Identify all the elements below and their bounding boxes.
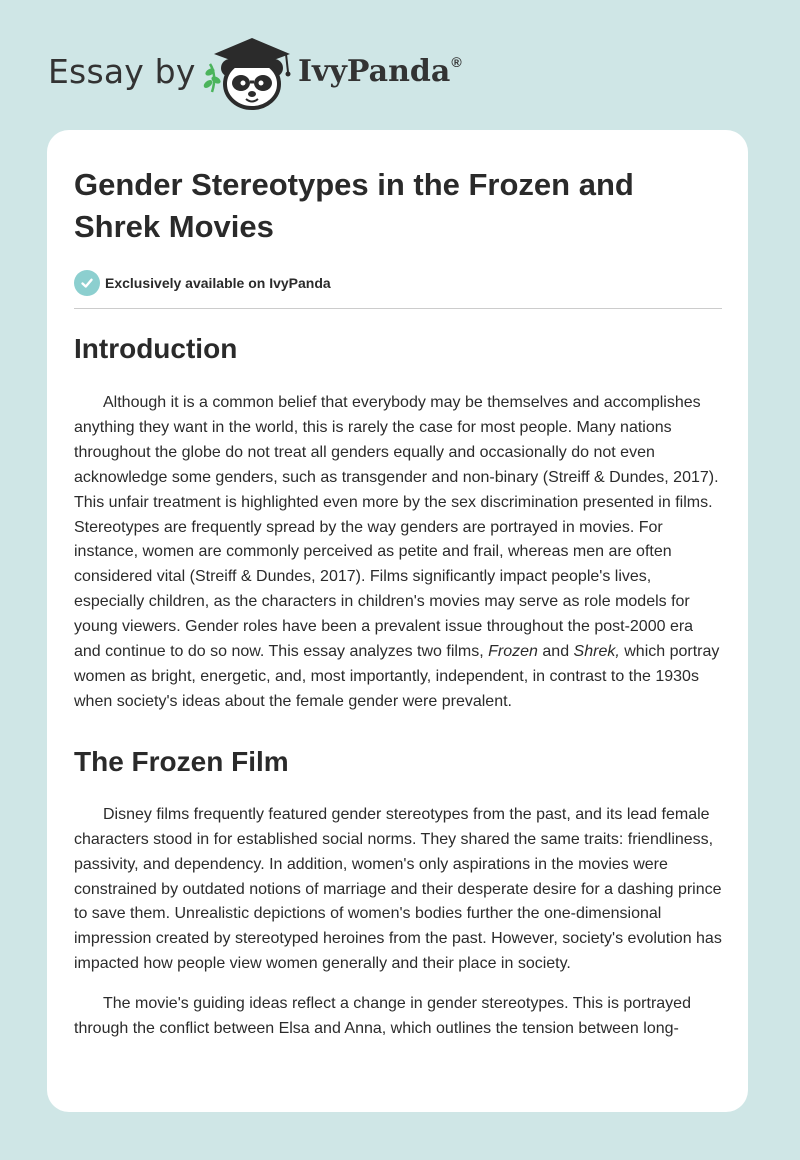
exclusive-badge xyxy=(74,269,722,297)
panda-logo-icon[interactable] xyxy=(202,36,296,110)
section-heading-introduction: Introduction xyxy=(74,333,238,364)
film-title-frozen: Frozen xyxy=(488,643,538,661)
paragraph-text: Although it is a common belief that everybody may be themselves and accomplishes anything they want in the world, this is rarely the case for most people. Many nations throughout the globe do not treat all genders equally and occasionally do not even acknowledge some genders, such as transgender and non-binary (Streiff & Dundes, 2017). This unfair treatment is highlighted even more by the sex discrimination presented in films. Stereotypes are frequently spread by the way genders are portrayed in movies. For instance, women are commonly perceived as petite and frail, whereas men are often considered vital (Streiff & Dundes, 2017). Films significantly impact people's lives, especially children, as the characters in children's movies may serve as role models for young viewers. Gender roles have been a prevalent issue throughout the post-2000 era and continue to do so now. This essay analyzes two films, xyxy=(74,394,719,661)
site-header xyxy=(48,36,508,110)
check-circle-icon xyxy=(74,270,100,296)
registered-mark: ® xyxy=(451,54,462,70)
essay-by-label: Essay by xyxy=(48,52,196,91)
paragraph-text: which portray women as bright, energetic, and, most importantly, independent, in contrast to the 1930s when society's ideas about the female gender were prevalent. xyxy=(74,643,720,710)
section-heading-frozen-film: The Frozen Film xyxy=(74,745,289,777)
page-title: Gender Stereotypes in the Frozen and Shrek Movies xyxy=(74,167,634,244)
intro-paragraph xyxy=(74,391,722,715)
exclusive-label: Exclusively available on IvyPanda xyxy=(105,275,331,291)
frozen-paragraph: The movie's guiding ideas reflect a change in gender stereotypes. This is portrayed through the conflict between Elsa and Anna, which outlines the tension between long- xyxy=(74,995,691,1038)
brand-name: IvyPanda xyxy=(298,54,451,89)
frozen-paragraph: Disney films frequently featured gender stereotypes from the past, and its lead female characters stood in for established social norms. They shared the same traits: friendliness, passivity, and dependency. In addition, women's only aspirations in the movies were constrained by outdated notions of marriage and their desperate desire for a dashing prince to save them. Unrealistic depictions of women's bodies further the one-dimensional impression created by stereotyped heroines from the past. However, society's evolution has impacted how people view women generally and their place in society. xyxy=(74,805,722,973)
essay-card xyxy=(47,130,748,1112)
divider xyxy=(74,308,722,309)
paragraph-text: and xyxy=(537,643,574,661)
essay-content xyxy=(74,164,722,1042)
brand-logo[interactable] xyxy=(298,54,462,89)
film-title-shrek: Shrek, xyxy=(573,643,620,661)
